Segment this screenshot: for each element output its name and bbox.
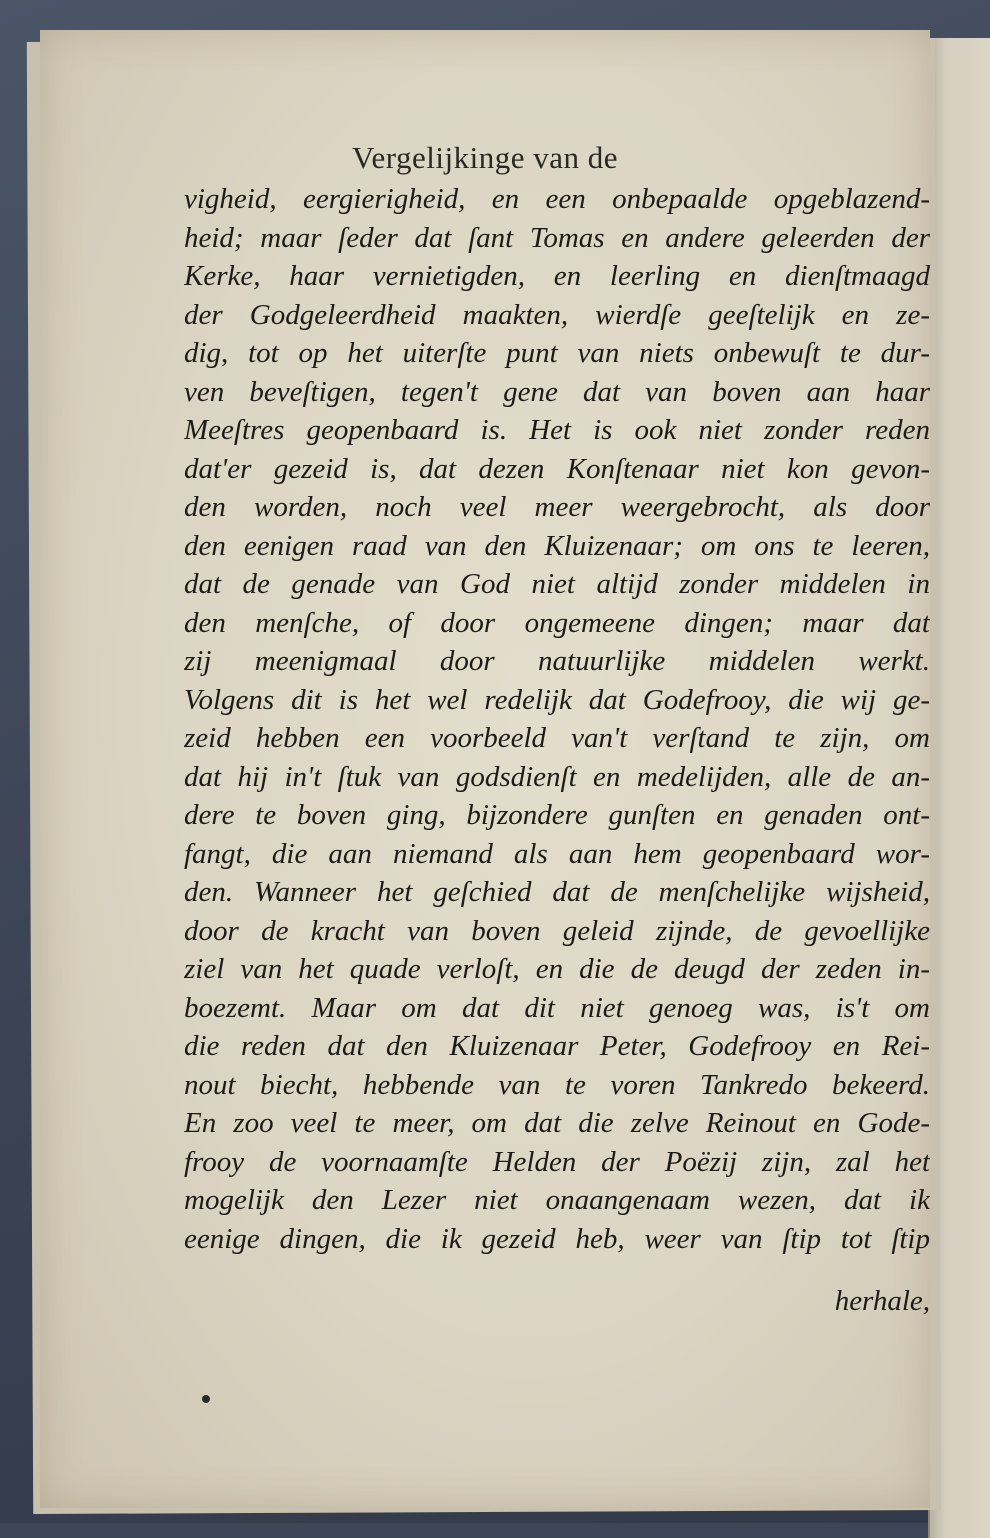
text-line: die reden dat den Kluizenaar Peter, Godefrooy en Rei-	[184, 1030, 930, 1062]
text-line: vigheid, eergierigheid, en een onbepaalde opgeblazend-	[184, 183, 930, 215]
text-line: En zoo veel te meer, om dat die zelve Reinout en Gode-	[184, 1107, 930, 1139]
text-line: der Godgeleerdheid maakten, wierdſe geeſtelijk en ze-	[184, 298, 930, 331]
text-line: fangt, die aan niemand als aan hem geopenbaard wor-	[184, 837, 930, 870]
text-line: dig, tot op het uiterſte punt van niets onbewuſt te dur-	[184, 337, 930, 369]
text-line: zij meenigmaal door natuurlijke middelen werkt.	[184, 645, 930, 677]
text-line: Kerke, haar vernietigden, en leerling en dienſtmaagd	[184, 260, 930, 292]
text-line: den worden, noch veel meer weergebrocht, als door	[184, 491, 930, 523]
book-page	[40, 30, 930, 1508]
text-line: den menſche, of door ongemeene dingen; maar dat	[184, 606, 930, 639]
text-line: ven beveſtigen, tegen't gene dat van boven aan haar	[184, 375, 930, 408]
text-line: nout biecht, hebbende van te voren Tankredo bekeerd.	[184, 1068, 930, 1101]
text-line: Volgens dit is het wel redelijk dat Godefrooy, die wij ge-	[184, 683, 930, 716]
text-line: eenige dingen, die ik gezeid heb, weer van ſtip tot ſtip	[184, 1222, 930, 1255]
text-line: ziel van het quade verloſt, en die de deugd der zeden in-	[184, 953, 930, 985]
text-line: zeid hebben een voorbeeld van't verſtand te zijn, om	[184, 722, 930, 754]
text-line: mogelijk den Lezer niet onaangenaam wezen, dat ik	[184, 1184, 930, 1216]
text-line: door de kracht van boven geleid zijnde, de gevoellijke	[184, 914, 930, 947]
text-line: den. Wanneer het geſchied dat de menſchelijke wijsheid,	[184, 876, 930, 908]
text-line: dat de genade van God niet altijd zonder middelen in	[184, 568, 930, 600]
text-line: boezemt. Maar om dat dit niet genoeg was, is't om	[184, 991, 930, 1024]
catchword: herhale,	[834, 1285, 930, 1317]
text-line: den eenigen raad van den Kluizenaar; om ons te leeren,	[184, 529, 930, 562]
text-line: heid; maar ſeder dat ſant Tomas en andere geleerden der	[184, 221, 930, 254]
body-text	[184, 180, 930, 1258]
text-line: dere te boven ging, bijzondere gunſten en genaden ont-	[184, 799, 930, 831]
text-line: Meeſtres geopenbaard is. Het is ook niet zonder reden	[184, 414, 930, 446]
text-line: dat hij in't ſtuk van godsdienſt en medelijden, alle de an-	[184, 760, 930, 793]
text-line: frooy de voornaamſte Helden der Poëzij zijn, zal het	[184, 1145, 930, 1178]
text-line: dat'er gezeid is, dat dezen Konſtenaar niet kon gevon-	[184, 452, 930, 485]
running-head: Vergelijkinge van de	[352, 140, 618, 175]
ink-speck	[202, 1395, 210, 1403]
